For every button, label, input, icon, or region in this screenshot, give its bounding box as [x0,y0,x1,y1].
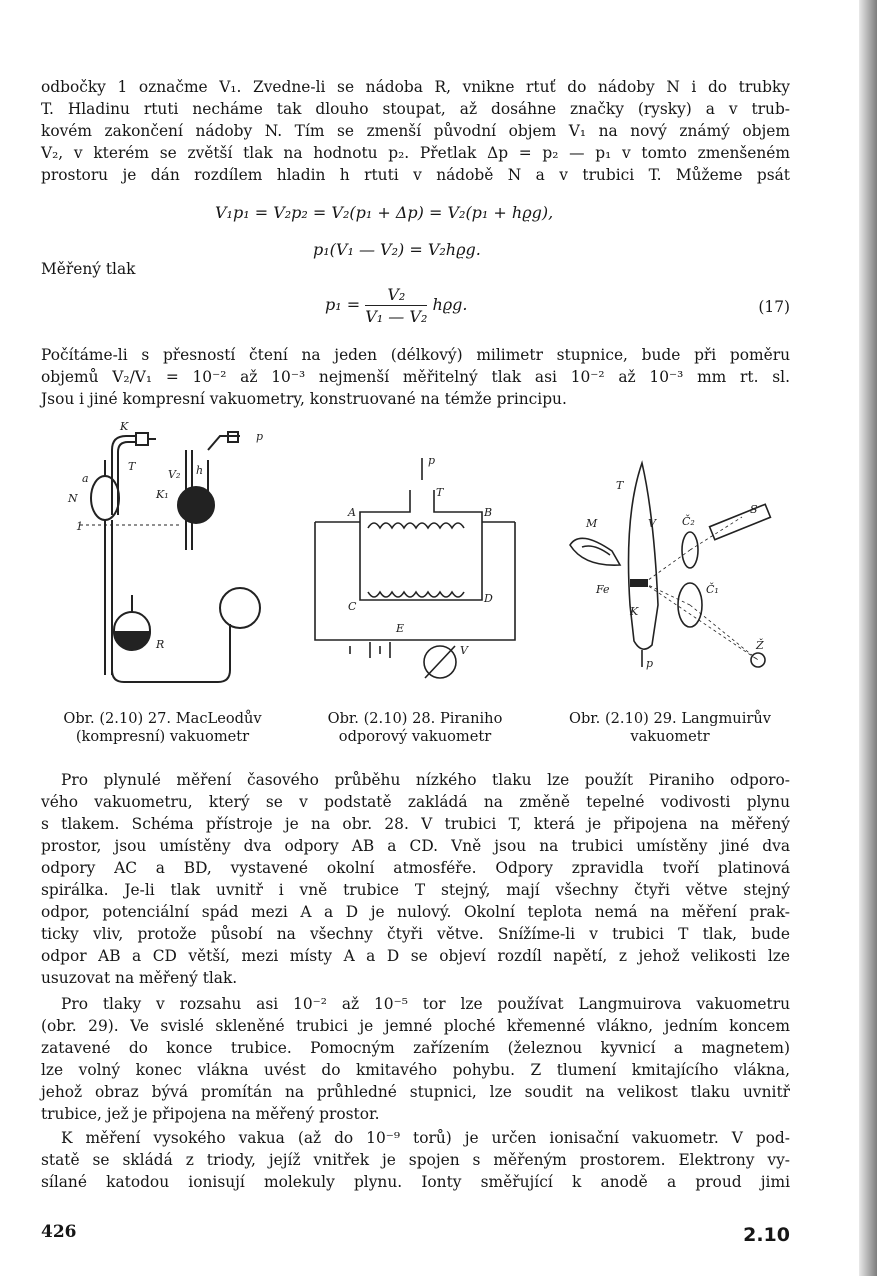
label-R: R [156,638,165,651]
label-N: N [68,492,78,505]
label-C2: Č₂ [682,515,695,528]
figure-27-caption [40,710,285,746]
label-K: K [120,420,129,433]
paragraph-1 [41,76,790,186]
text-line: Pro plynulé měření časového průběhu nízkého tlaku lze použít Piraniho odporo- [61,771,790,789]
text-line: prostoru je dán rozdílem hladin h rtuti v nádobě N a v trubici T. Můžeme psát [41,166,790,184]
text-line: objemů V₂/V₁ = 10⁻² až 10⁻³ nejmenší měřitelný tlak asi 10⁻² až 10⁻³ mm rt. sl. [41,368,790,386]
caption-line: Obr. (2.10) 29. Langmuirův [569,710,771,727]
text-line: prostor, jsou umístěny dva odpory AB a CD. Vně jsou na trubici umístěny jiné dva [41,837,790,855]
text-line: usuzovat na měřený tlak. [41,969,238,987]
text-line: jehož obraz bývá promítán na průhledné stupnici, lze soudit na velikost tlaku uvnitř [41,1083,790,1101]
text-line: odpor, potenciální spád mezi A a D je nulový. Okolní teplota nemá na měření prak- [41,903,790,921]
page-number: 426 [41,1222,77,1242]
equation-2: p₁(V₁ — V₂) = V₂hϱg. [313,240,481,259]
section-number: 2.10 [743,1224,790,1246]
text-line: odbočky 1 označme V₁. Zvedne-li se nádoba R, vnikne rtuť do nádoby N i do trubky [41,78,790,96]
caption-line: vakuometr [630,728,710,745]
label-T: T [128,460,136,473]
text-line: T. Hladinu rtuti necháme tak dlouho stoupat, až dosáhne značky (rysky) a v trub- [41,100,790,118]
text-line: odpor AB a CD větší, mezi místy A a D se objeví rozdíl napětí, z jehož velikosti lze [41,947,790,965]
equation-3-fraction [365,285,427,326]
label-C: C [348,600,357,613]
caption-line: odporový vakuometr [338,728,492,745]
text-line: trubice, jež je připojena na měřený prostor. [41,1105,380,1123]
figure-27-macleod-diagram [60,420,290,690]
caption-line: Obr. (2.10) 27. MacLeodův [63,710,262,727]
paragraph-2 [41,344,790,410]
page-edge-shadow [859,0,877,1276]
equation-3-right: hϱg. [432,295,468,314]
label-A: A [348,506,356,519]
text-line: (obr. 29). Ve svislé skleněné trubici je jemné ploché křemenné vlákno, jedním koncem [41,1017,790,1035]
equation-number: (17) [758,298,790,316]
text-line: spirálka. Je-li tlak uvnitř i vně trubice T stejný, mají všechny čtyři větve stejný [41,881,790,899]
paragraph-5 [41,1127,790,1193]
caption-line: (kompresní) vakuometr [75,728,250,745]
label-V: V [460,644,468,657]
label-E: E [396,622,405,635]
text-line: statě se skládá z triody, jejíž vnitřek je spojen s měřeným prostorem. Elektrony vy- [41,1151,790,1169]
label-h: h [196,464,204,477]
figure-28-caption [300,710,530,746]
label-T: T [436,486,444,499]
equation-3 [325,285,468,326]
text-line: Jsou i jiné kompresní vakuometry, konstruované na témže principu. [41,390,567,408]
label-Fe: Fe [596,583,610,596]
text-line: Počítáme-li s přesností čtení na jeden (délkový) milimetr stupnice, bude při poměru [41,346,790,364]
text-line: sílané katodou ionisují molekuly plynu. Ionty směřující k anodě a proud jimi [41,1173,790,1191]
equation-1: V₁p₁ = V₂p₂ = V₂(p₁ + Δp) = V₂(p₁ + hϱg), [215,203,554,222]
label-K: K [630,605,639,618]
equation-3-left: p₁ = [325,295,361,314]
text-line: K měření vysokého vakua (až do 10⁻⁹ torů) je určen ionisační vakuometr. V pod- [61,1129,790,1147]
text-line: vého vakuometru, který se v podstatě zakládá na změně tepelné vodivosti plynu [41,793,790,811]
text-line: odpory AC a BD, vystavené okolní atmosféře. Odpory zpravidla tvoří platinová [41,859,790,877]
text-line: s tlakem. Schéma přístroje je na obr. 28. V trubici T, která je připojena na měřený [41,815,790,833]
text-line: kovém zakončení nádoby N. Tím se zmenší původní objem V₁ na nový známý objem [41,122,790,140]
measured-pressure-label: Měřený tlak [41,260,136,278]
figure-29-langmuir-diagram [560,455,785,685]
fraction-numerator: V₂ [365,285,427,306]
label-p: p [646,657,654,670]
fraction-denominator: V₁ — V₂ [365,307,428,326]
figure-28-pirani-diagram [310,450,520,690]
paragraph-4 [41,993,790,1125]
label-a: a [82,472,89,485]
label-K1: K₁ [156,488,169,501]
label-D: D [484,592,493,605]
text-line: lze volný konec vlákna uvést do kmitavého pohybu. Z tlumení kmitajícího vlákna, [41,1061,790,1079]
label-p: p [428,454,436,467]
label-V: V [648,517,656,530]
label-M: M [586,517,598,530]
text-line: zatavené do konce trubice. Pomocným zařízením (železnou kyvnicí a magnetem) [41,1039,790,1057]
label-C1: Č₁ [706,583,719,596]
label-Z: Ž [756,639,764,652]
paragraph-3 [41,769,790,989]
text-line: Pro tlaky v rozsahu asi 10⁻² až 10⁻⁵ tor lze používat Langmuirova vakuometru [61,995,790,1013]
label-V2: V₂ [168,468,181,481]
text-line: ticky vliv, protože působí na všechny čtyři větve. Snížíme-li v trubici T tlak, bude [41,925,790,943]
label-T: T [616,479,624,492]
text-line: V₂, v kterém se zvětší tlak na hodnotu p₂. Přetlak Δp = p₂ — p₁ v tomto zmenšeném [41,144,790,162]
caption-line: Obr. (2.10) 28. Piraniho [327,710,503,727]
label-1: 1 [76,520,83,533]
figure-29-caption [545,710,795,746]
label-B: B [484,506,493,519]
label-S: S [750,503,758,516]
label-p: p [256,430,264,443]
